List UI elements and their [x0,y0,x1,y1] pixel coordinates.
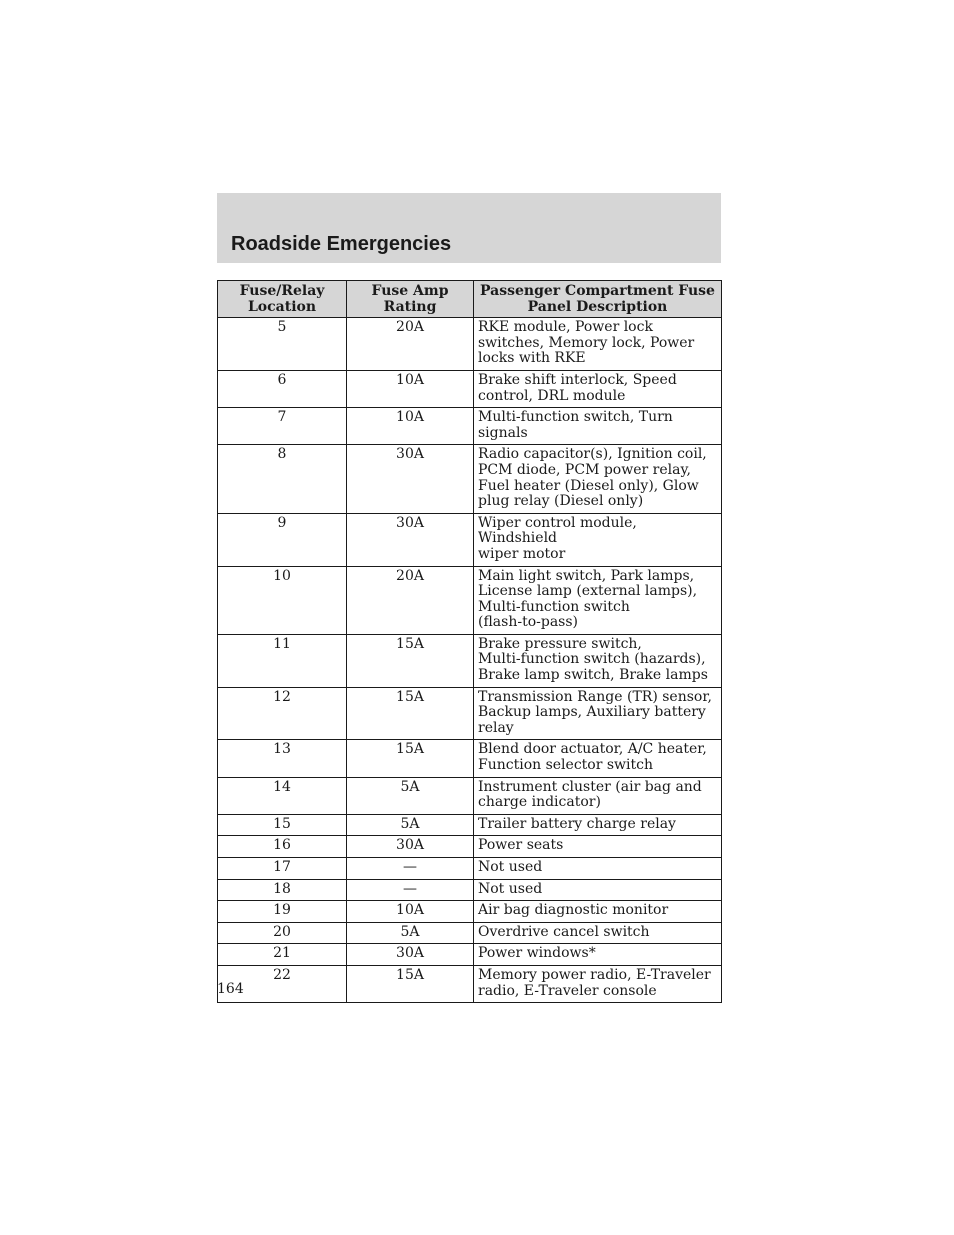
table-row [218,634,722,687]
cell-description: Power seats [474,836,722,858]
column-header-location: Fuse/Relay Location [218,281,347,318]
cell-location: 19 [218,901,347,923]
cell-rating: 5A [347,814,474,836]
cell-description: Brake pressure switch, Multi-function switch (hazards), Brake lamp switch, Brake lamps [474,634,722,687]
cell-rating: 30A [347,836,474,858]
page-number: 164 [217,981,244,997]
cell-description: Instrument cluster (air bag and charge indicator) [474,777,722,814]
cell-rating: 30A [347,513,474,566]
cell-description: Blend door actuator, A/C heater, Function selector switch [474,740,722,777]
table-row [218,513,722,566]
table-row [218,836,722,858]
cell-description: Trailer battery charge relay [474,814,722,836]
cell-location: 17 [218,858,347,880]
cell-location: 22 [218,965,347,1002]
cell-rating: 15A [347,687,474,740]
cell-location: 9 [218,513,347,566]
table-row [218,408,722,445]
cell-rating: 10A [347,408,474,445]
cell-location: 8 [218,445,347,513]
table-header-row [218,281,722,318]
cell-description: RKE module, Power lock switches, Memory lock, Power locks with RKE [474,318,722,371]
section-header-band [217,193,721,263]
cell-description: Radio capacitor(s), Ignition coil, PCM diode, PCM power relay, Fuel heater (Diesel only), Glow plug relay (Diesel only) [474,445,722,513]
table-row [218,814,722,836]
cell-rating: 15A [347,740,474,777]
cell-description: Wiper control module, Windshield wiper motor [474,513,722,566]
cell-location: 6 [218,370,347,407]
table-body [218,318,722,1003]
table-row [218,858,722,880]
fuse-table [217,280,722,1003]
cell-description: Overdrive cancel switch [474,922,722,944]
cell-rating: 20A [347,318,474,371]
cell-description: Air bag diagnostic monitor [474,901,722,923]
cell-location: 20 [218,922,347,944]
column-header-description: Passenger Compartment Fuse Panel Description [474,281,722,318]
table-row [218,740,722,777]
table-row [218,777,722,814]
cell-description: Not used [474,879,722,901]
cell-rating: 10A [347,901,474,923]
table-row [218,901,722,923]
cell-description: Main light switch, Park lamps, License lamp (external lamps), Multi-function switch (flash-to-pass) [474,566,722,634]
cell-location: 14 [218,777,347,814]
cell-rating: 30A [347,944,474,966]
table-row [218,922,722,944]
column-header-rating: Fuse Amp Rating [347,281,474,318]
cell-location: 18 [218,879,347,901]
cell-location: 16 [218,836,347,858]
cell-location: 13 [218,740,347,777]
table-row [218,944,722,966]
cell-rating: 15A [347,965,474,1002]
cell-rating: 5A [347,922,474,944]
cell-rating: — [347,879,474,901]
cell-description: Transmission Range (TR) sensor, Backup lamps, Auxiliary battery relay [474,687,722,740]
table-row [218,965,722,1002]
cell-description: Power windows* [474,944,722,966]
cell-location: 21 [218,944,347,966]
cell-location: 12 [218,687,347,740]
table-row [218,318,722,371]
table-row [218,687,722,740]
table-row [218,566,722,634]
cell-description: Not used [474,858,722,880]
cell-description: Brake shift interlock, Speed control, DRL module [474,370,722,407]
cell-rating: 5A [347,777,474,814]
cell-rating: 20A [347,566,474,634]
cell-description: Memory power radio, E-Traveler radio, E-Traveler console [474,965,722,1002]
table-row [218,370,722,407]
cell-rating: — [347,858,474,880]
cell-location: 7 [218,408,347,445]
cell-rating: 30A [347,445,474,513]
section-title: Roadside Emergencies [231,233,452,255]
table-row [218,879,722,901]
cell-location: 5 [218,318,347,371]
table-row [218,445,722,513]
cell-location: 15 [218,814,347,836]
cell-description: Multi-function switch, Turn signals [474,408,722,445]
cell-location: 11 [218,634,347,687]
cell-rating: 10A [347,370,474,407]
cell-rating: 15A [347,634,474,687]
cell-location: 10 [218,566,347,634]
